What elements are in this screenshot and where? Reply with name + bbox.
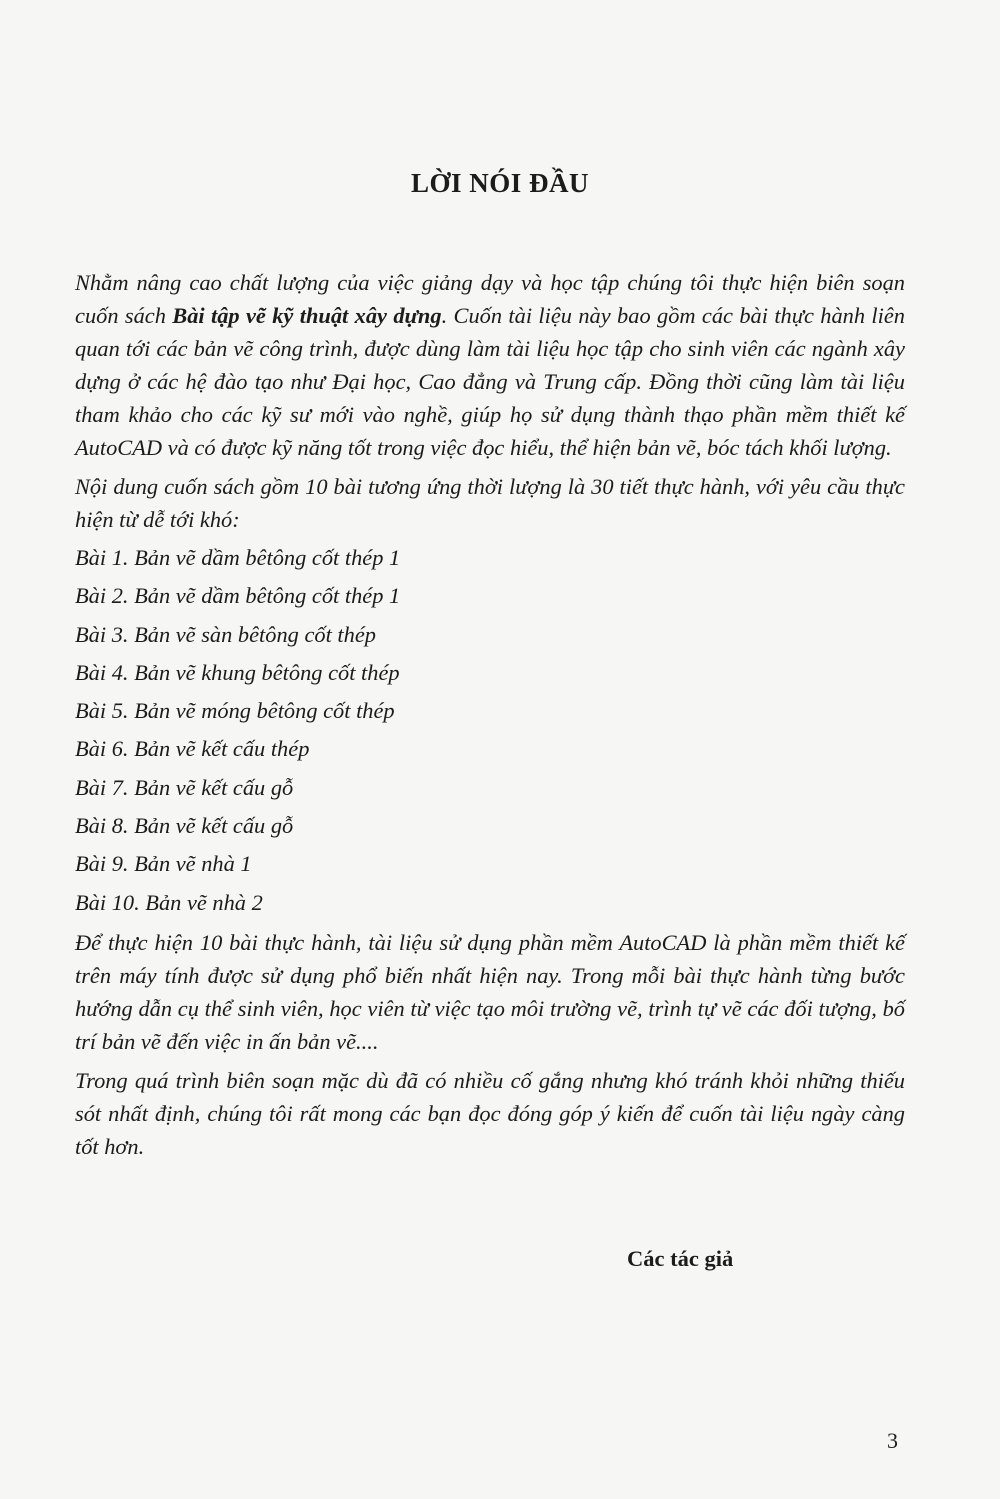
book-title-inline: Bài tập vẽ kỹ thuật xây dựng [172,303,442,328]
list-item: Bài 8. Bản vẽ kết cấu gỗ [75,813,294,839]
lesson-list [75,539,905,922]
list-item: Bài 1. Bản vẽ dầm bêtông cốt thép 1 [75,545,401,570]
page-number: 3 [887,1428,898,1453]
preface-body [75,266,905,1169]
intro-paragraph [75,266,905,464]
closing-paragraph: Trong quá trình biên soạn mặc dù đã có nhiều cố gắng nhưng khó tránh khỏi những thiếu sót nhất định, chúng tôi rất mong các bạn đọc đóng góp ý kiến để cuốn tài liệu ngày càng tốt hơn. [75,1067,905,1159]
list-item: Bài 4. Bản vẽ khung bêtông cốt thép [75,659,400,685]
method-paragraph: Để thực hiện 10 bài thực hành, tài liệu sử dụng phần mềm AutoCAD là phần mềm thiết kế trên máy tính được sử dụng phổ biến nhất hiện nay. Trong mỗi bài thực hành từng bước hướng dẫn cụ thể sinh viên, học viên từ việc tạo môi trường vẽ, trình tự vẽ các đối tượng, bố trí bản vẽ đến việc in ấn bản vẽ.... [75,929,905,1054]
list-item: Bài 9. Bản vẽ nhà 1 [75,851,252,877]
list-item: Bài 6. Bản vẽ kết cấu thép [75,736,310,762]
page-title: LỜI NÓI ĐẦU [410,168,590,198]
author-signature: Các tác giả [627,1246,734,1271]
intro-text-start: Nhằm nâng cao chất lượng của việc giảng dạy và học tập chúng tôi thực hiện biên soạn cuốn sách [75,270,905,328]
list-item: Bài 3. Bản vẽ sàn bêtông cốt thép [75,621,376,647]
intro-text-end: . Cuốn tài liệu này bao gồm các bài thực hành liên quan tới các bản vẽ công trình, được dùng làm tài liệu học tập cho sinh viên các ngành xây dựng ở các hệ đào tạo như Đại học, Cao đẳng và Trung cấp. Đồng thời cũng làm tài liệu tham khảo cho các kỹ sư mới vào nghề, giúp họ sử dụng thành thạo phần mềm thiết kế AutoCAD và có được kỹ năng tốt trong việc đọc hiểu, thể hiện bản vẽ, bóc tách khối lượng. [75,303,905,460]
list-item: Bài 2. Bản vẽ dầm bêtông cốt thép 1 [75,583,401,609]
list-item: Bài 5. Bản vẽ móng bêtông cốt thép [75,698,395,724]
content-intro-paragraph: Nội dung cuốn sách gồm 10 bài tương ứng thời lượng là 30 tiết thực hành, với yêu cầu thực hiện từ dễ tới khó: [75,474,905,532]
list-item: Bài 7. Bản vẽ kết cấu gỗ [75,774,294,800]
list-item: Bài 10. Bản vẽ nhà 2 [75,889,263,915]
